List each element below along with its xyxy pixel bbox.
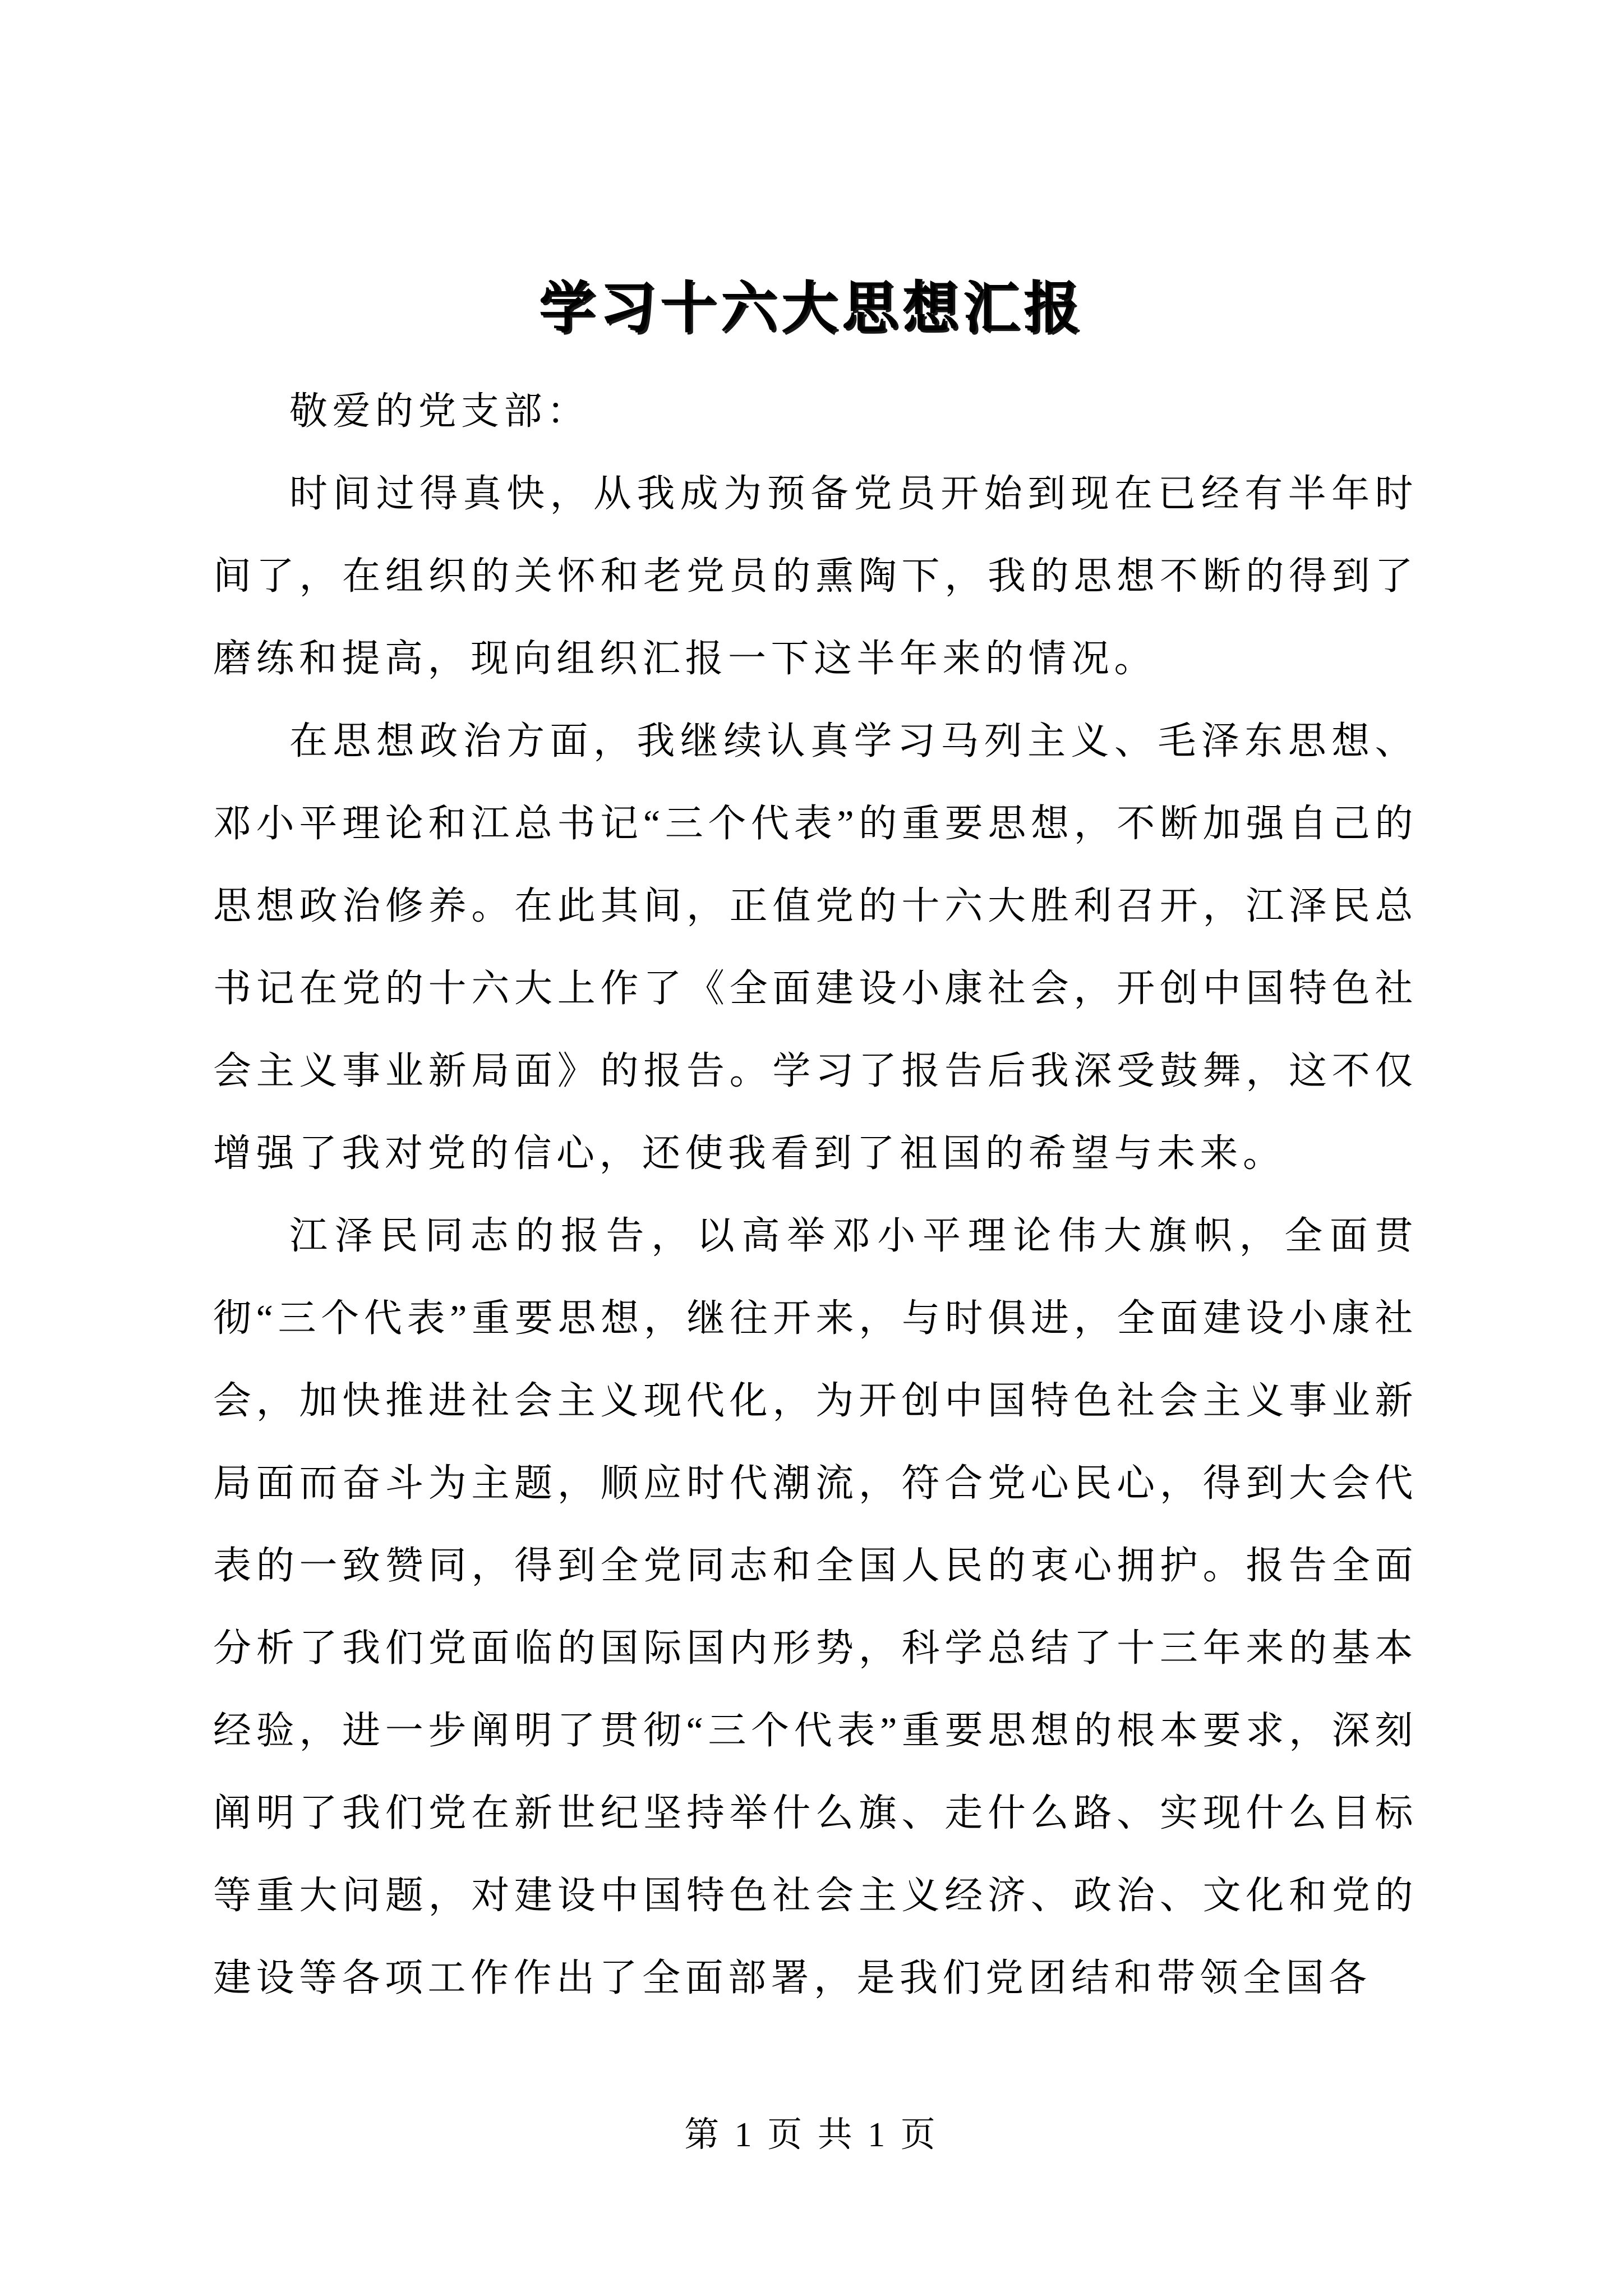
page-number-indicator: 第 1 页 共 1 页 [684, 2116, 939, 2154]
body-paragraph-3: 江泽民同志的报告，以高举邓小平理论伟大旗帜，全面贯彻“三个代表”重要思想，继往开来，与时俱进，全面建设小康社会，加快推进社会主义现代化，为开创中国特色社会主义事业新局面而奋斗为主题，顺应时代潮流，符合党心民心，得到大会代表的一致赞同，得到全党同志和全国人民的衷心拥护。报告全面分析了我们党面临的国际国内形势，科学总结了十三年来的基本经验，进一步阐明了贯彻“三个代表”重要思想的根本要求，深刻阐明了我们党在新世纪坚持举什么旗、走什么路、实现什么目标等重大问题，对建设中国特色社会主义经济、政治、文化和党的建设等各项工作作出了全面部署，是我们党团结和带领全国各 [213, 1214, 1418, 1999]
document-title: 学习十六大思想汇报 [539, 277, 1084, 339]
document-body [213, 370, 1418, 2019]
body-paragraph-1: 时间过得真快，从我成为预备党员开始到现在已经有半年时间了，在组织的关怀和老党员的熏陶下，我的思想不断的得到了磨练和提高，现向组织汇报一下这半年来的情况。 [213, 472, 1418, 680]
salutation-line: 敬爱的党支部： [289, 390, 590, 432]
body-paragraph-2: 在思想政治方面，我继续认真学习马列主义、毛泽东思想、邓小平理论和江总书记“三个代表”的重要思想，不断加强自己的思想政治修养。在此其间，正值党的十六大胜利召开，江泽民总书记在党的十六大上作了《全面建设小康社会，开创中国特色社会主义事业新局面》的报告。学习了报告后我深受鼓舞，这不仅增强了我对党的信心，还使我看到了祖国的希望与未来。 [213, 720, 1418, 1175]
